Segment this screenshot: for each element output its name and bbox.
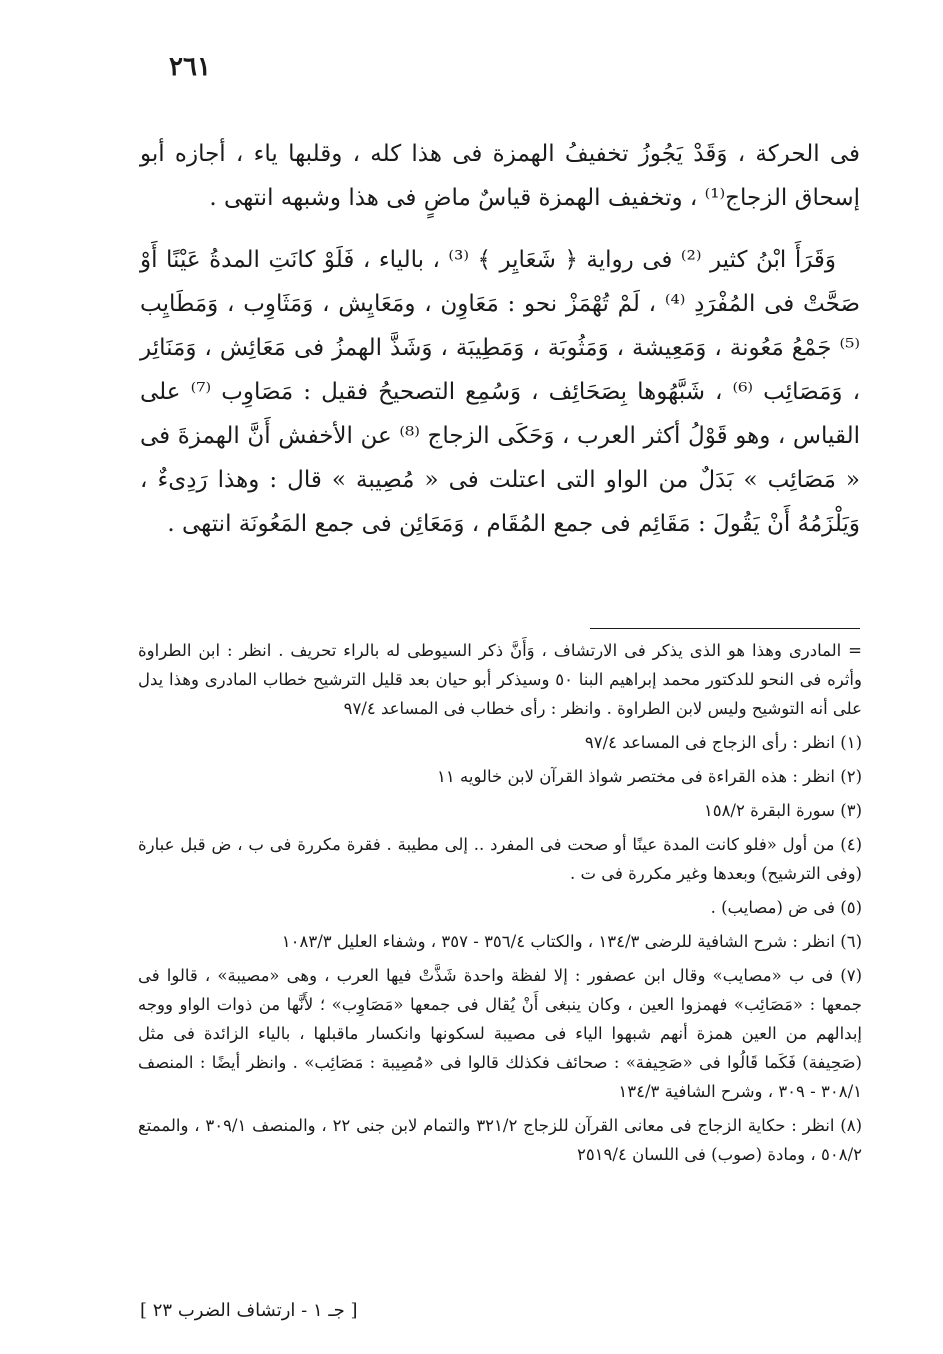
footnote-divider (590, 628, 860, 629)
footnote-2: (٢) انظر : هذه القراءة فى مختصر شواذ القرآن لابن خالويه ١١ (437, 767, 862, 786)
page-number: ٢٦١ (169, 52, 211, 82)
footnote-3: (٣) سورة البقرة ١٥٨/٢ (703, 801, 862, 820)
signature-footer: [ جـ ١ - ارتشاف الضرب ٢٣ ] (140, 1300, 358, 1321)
footnote-1: (١) انظر : رأى الزجاج فى المساعد ٩٧/٤ (584, 733, 862, 752)
footnote-7: (٧) فى ب «مصايب» وقال ابن عصفور : إلا لفظة واحدة شَذَّتْ فيها العرب ، وهى «مصيبة» ، قالوا فى جمعها : «مَصَائِب» فهمزوا العين ، وكان ينبغى أَنْ يُقال فى جمعها «مَصَاوِب» ؛ لأَنَّها من ذوات الواو ووجه إبدالهم من العين همزة أنهم شبهوا الياء فى مصيبة لسكونها وانكسار ماقبلها ، بالياء الزائدة فى مثل (صَحِيفة) فَكَما قَالُوا فى «صَحِيفة» : صحائف فكذلك قالوا فى «مُصِيبة : مَصَائِب» . وانظر أيضًا : المنصف ٣٠٨/١ - ٣٠٩ ، وشرح الشافية ١٣٤/٣ (138, 966, 862, 1101)
paragraph-2: وَقَرَأَ ابْنُ كثير ⁽²⁾ فى رواية ﴿ شَعَايِر ﴾ ⁽³⁾ ، بالياء ، فَلَوْ كانَتِ المدةُ عَيْنًا أَوْ صَحَّتْ فى المُفْرَدِ ⁽⁴⁾ ، لَمْ تُهْمَزْ نحو : مَعَاوِن ، ومَعَايِش ، وَمَثَاوِب ، وَمَطَايِب ⁽⁵⁾ جَمْعُ مَعُونة ، وَمَعِيشة ، وَمَثُوبَة ، وَمَطِيبَة ، وَشَذَّ الهمزُ فى مَعَائِش ، وَمَنَائِر ، وَمَصَائِب ⁽⁶⁾ ، شَبَّهُوها بِصَحَائِف ، وَسُمِع التصحيحُ فقيل : مَصَاوِب ⁽⁷⁾ على القياس ، وهو قَوْلُ أكثر العرب ، وَحَكَى الزجاج ⁽⁸⁾ عن الأخفش أَنَّ الهمزةَ فى « مَصَائِب » بَدَلٌ من الواو التى اعتلت فى « مُصِيبة » قال : وهذا رَدِىءٌ ، وَيَلْزَمُهُ أَنْ يَقُولَ : مَقَائِم فى جمع المُقَام ، وَمَعَائِن فى جمع المَعُونَة انتهى . (140, 247, 861, 537)
footnote-5: (٥) فى ض (مصايب) . (710, 898, 862, 917)
footnotes (138, 636, 862, 1174)
footnote-4: (٤) من أول «فلو كانت المدة عينًا أو صحت فى المفرد .. إلى مطيبة . فقرة مكررة فى ب ، ض قبل عبارة (وفى الترشيح) وبعدها وغير مكررة فى ت . (138, 835, 862, 883)
paragraph-1: فى الحركة ، وَقَدْ يَجُوزُ تخفيفُ الهمزة فى هذا كله ، وقلبها ياء ، أجازه أبو إسحاق الزجاج⁽¹⁾ ، وتخفيف الهمزة قياسٌ ماضٍ فى هذا وشبهه انتهى . (140, 141, 861, 211)
footnote-8: (٨) انظر : حكاية الزجاج فى معانى القرآن للزجاج ٣٢١/٢ والتمام لابن جنى ٢٢ ، والمنصف ٣٠٩/١ ، والممتع ٥٠٨/٢ ، ومادة (صوب) فى اللسان ٢٥١٩/٤ (138, 1116, 863, 1164)
main-text (140, 132, 860, 564)
footnote-continuation: = المادرى وهذا هو الذى يذكر فى الارتشاف ، وَأَنَّ ذكر السيوطى له بالراء تحريف . انظر : ابن الطراوة وأثره فى النحو للدكتور محمد إبراهيم البنا ٥٠ وسيذكر أبو حيان بعد قليل الترشيح خطاب المادرى وهذا يدل على أنه التوشيح وليس لابن الطراوة . وانظر : رأى خطاب فى المساعد ٩٧/٤ (138, 641, 862, 718)
footnote-6: (٦) انظر : شرح الشافية للرضى ١٣٤/٣ ، والكتاب ٣٥٦/٤ - ٣٥٧ ، وشفاء العليل ١٠٨٣/٣ (281, 932, 862, 951)
